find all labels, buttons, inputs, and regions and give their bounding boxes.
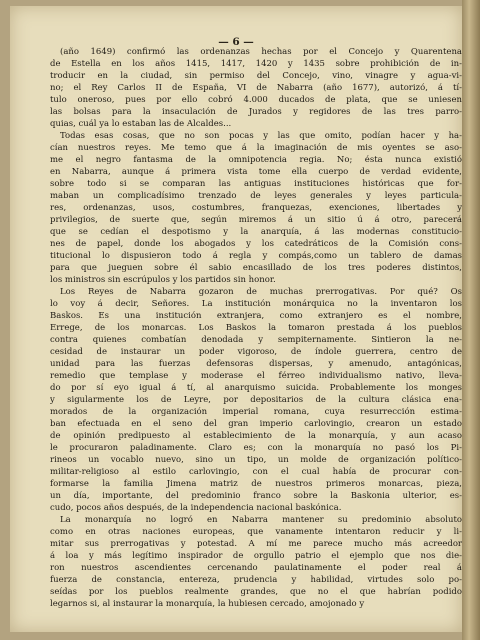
text-line: formarse la familia Jimena matriz de nuestros primeros monarcas, pieza, [50,479,462,489]
text-line: Los Reyes de Nabarra gozaron de muchas prerrogativas. Por qué? Os [60,287,462,297]
text-line: un día, importante, del predominio franco sobre la Baskonia ulterior, es- [50,491,462,501]
text-line: cesidad de instaurar un poder vigoroso, de índole guerrera, centro de [50,347,462,357]
text-line: privilegios, de suerte que, según miremos á un sitio ú á otro, parecerá [50,215,462,225]
text-line: lo voy á decir, Señores. La institución monárquica no la inventaron los [50,299,462,309]
text-line: no; el Rey Carlos II de España, VI de Nabarra (año 1677), autorizó, á tí- [50,83,462,93]
body-text [50,46,462,610]
text-line: (año 1649) confirmó las ordenanzas hechas por el Concejo y Quarentena [60,47,462,57]
text-line: Todas esas cosas, que no son pocas y las que omito, podían hacer y ha- [60,131,462,141]
text-line: fuerza de constancia, entereza, prudencia y habilidad, virtudes solo po- [50,575,462,585]
text-line: morados de la organización imperial romana, cuya resurrección estima- [50,407,462,417]
text-line: mitar sus prerrogativas y potestad. A mí me parece mucho más acreedor [50,539,462,549]
text-line: legarnos si, al instaurar la monarquía, la hubiesen cercado, amojonado y [50,599,365,609]
text-line: que se cedían el despotismo y la anarquía, á las modernas constitucio- [50,227,462,237]
book-spine [462,0,480,640]
text-line: unidad para las fuerzas defensoras dispersas, y amenudo, antagónicas, [50,359,462,369]
text-line: ban efectuada en el seno del gran imperio carlovingio, crearon un estado [50,419,462,429]
text-line: á loa y más legítimo inspirador de orgullo patrio el ejemplo que nos die- [50,551,462,561]
text-line: militar-religioso al estilo carlovingio, con el cual había de procurar con- [50,467,462,477]
text-line: res, ordenanzas, usos, costumbres, franquezas, exenciones, libertades y [50,203,462,213]
page-number: — 6 — [218,36,254,48]
text-line: en Nabarra, aunque á primera vista tome ella cuerpo de verdad evidente, [50,167,462,177]
text-line: me el negro fantasma de la omnipotencia regia. No; ésta nunca existió [50,155,462,165]
text-line: le procuraron paladinamente. Claro es; con la monarquía no pasó los Pi- [50,443,462,453]
text-line: Baskos. Es una institución extranjera, como extranjero es el nombre, [50,311,462,321]
text-line: ron nuestros ascendientes cercenando paulatinamente el poder real á [50,563,462,573]
text-line: nes de papel, donde los abogados y los catedráticos de la Comisión cons- [50,239,462,249]
text-line: cudo, pocos años después, de la independencia nacional baskónica. [50,503,342,513]
text-line: seídas por los pueblos realmente grandes, que no el que habrían podido [50,587,462,597]
text-line: de opinión predipuesto al establecimiento de la monarquía, y aun acaso [50,431,462,441]
text-line: de Estella en los años 1415, 1417, 1420 y 1435 sobre prohibición de in- [50,59,462,69]
text-line: remedio que templase y moderase el férreo individualismo nativo, lleva- [50,371,462,381]
text-line: como en otras naciones europeas, que vanamente intentaron reducir y li- [50,527,462,537]
book-page [10,6,462,632]
text-line: titucional lo dispusieron todo á regla y compás,como un tablero de damas [50,251,462,261]
text-line: quias, cuál ya lo estaban las de Alcaldes... [50,119,232,129]
text-line: los ministros sin escrúpulos y los partidos sin honor. [50,275,276,285]
text-line: tulo oneroso, pues por ello cobró 4.000 ducados de plata, que se uniesen [50,95,462,105]
text-line: La monarquía no logró en Nabarra mantener su predominio absoluto [60,515,462,525]
text-line: do por sí eyo igual á tí, al anarquismo suicida. Probablemente los monges [50,383,462,393]
text-line: troducir en la ciudad, sin permiso del Concejo, vino, vinagre y agua-vi- [50,71,462,81]
text-line: para que jueguen sobre él sabio encasillado de los tres poderes distintos, [50,263,462,273]
text-line: rineos un vocablo nuevo, sino un tipo, un molde de organización político- [50,455,462,465]
text-line: las bolsas para la insaculación de Jurados y regidores de las tres parro- [50,107,462,117]
text-line: y sigularmente los de Leyre, por depositarios de la cultura clásica ena- [50,395,462,405]
text-line: sobre todo si se comparan las antiguas instituciones históricas que for- [50,179,462,189]
text-line: Errege, de los monarcas. Los Baskos la tomaron prestada á los pueblos [50,323,462,333]
text-line: contra quienes combatían denodada y sempiternamente. Sintieron la ne- [50,335,462,345]
text-line: cían nuestros reyes. Me temo que á la imaginación de mis oyentes se aso- [50,143,462,153]
text-line: maban un complicadísimo trenzado de leyes generales y leyes particula- [50,191,462,201]
